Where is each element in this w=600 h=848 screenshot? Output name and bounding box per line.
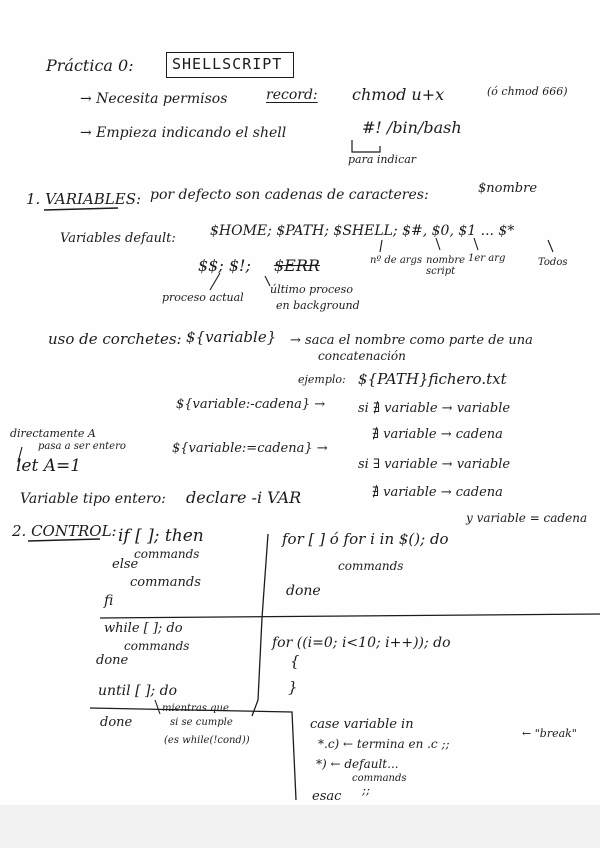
- case-line: case variable in: [310, 717, 414, 732]
- ejemplo-label: ejemplo:: [298, 373, 346, 386]
- ann-ultimo-proceso: último proceso: [270, 283, 353, 296]
- case-semicolons: ;;: [362, 783, 371, 797]
- integer-variable-label: Variable tipo entero:: [20, 491, 166, 507]
- ann-proceso-actual: proceso actual: [162, 291, 244, 304]
- ann-todos: Todos: [538, 257, 568, 268]
- else-line: else: [112, 557, 139, 572]
- esac-line: esac: [312, 789, 342, 804]
- section-control-heading: 2. CONTROL:: [12, 522, 117, 540]
- integer-variable-value: declare -i VAR: [186, 488, 302, 507]
- ann-primer-arg: 1er arg: [468, 253, 506, 264]
- default-expansion-2: ${variable:=cadena} →: [172, 441, 328, 456]
- c-for-line: for ((i=0; i<10; i++)); do: [272, 635, 451, 651]
- special-variables: $$; $!;: [198, 256, 251, 275]
- variables-example-name: $nombre: [478, 181, 538, 196]
- special-variable-struck: $ERR: [274, 256, 320, 275]
- intro-chmod-alt: (ó chmod 666): [487, 85, 568, 98]
- intro-permissions: → Necesita permisos: [80, 91, 228, 107]
- else-commands: commands: [130, 575, 201, 590]
- while-line: while [ ]; do: [104, 621, 183, 636]
- default-expansion-2-no: ∄ variable → cadena: [372, 485, 503, 500]
- for-line: for [ ] ó for i in $(); do: [282, 530, 449, 548]
- intro-record: record:: [266, 87, 318, 103]
- default-expansion-1-si: si ∄ variable → variable: [358, 401, 511, 416]
- for-commands: commands: [338, 559, 404, 573]
- default-expansion-1: ${variable:-cadena} →: [176, 397, 326, 412]
- case-c-branch: *.c) ← termina en .c ;;: [318, 737, 450, 751]
- until-line: until [ ]; do: [98, 683, 177, 699]
- if-commands: commands: [134, 547, 200, 561]
- braces-description-2: concatenación: [318, 349, 406, 363]
- default-expansion-2-and: y variable = cadena: [466, 511, 588, 525]
- let-example: let A=1: [16, 456, 82, 476]
- while-commands: commands: [124, 639, 190, 653]
- page-title: SHELLSCRIPT: [172, 55, 283, 73]
- if-line: if [ ]; then: [118, 526, 204, 546]
- intro-shebang: #! /bin/bash: [362, 118, 462, 137]
- until-done: done: [100, 715, 133, 730]
- page-title-prefix: Práctica 0:: [46, 56, 134, 75]
- section-variables-heading: 1. VARIABLES:: [26, 190, 142, 208]
- default-variables-label: Variables default:: [60, 231, 176, 246]
- intro-para-indicar: para indicar: [348, 153, 417, 166]
- c-for-open: {: [290, 652, 300, 670]
- until-note-2: si se cumple: [170, 717, 233, 728]
- default-expansion-1-no: ∄ variable → cadena: [372, 427, 503, 442]
- fi-line: fi: [104, 593, 114, 609]
- default-variables-list: $HOME; $PATH; $SHELL; $#, $0, $1 ... $*: [210, 223, 515, 239]
- let-note-1: directamente A: [10, 427, 96, 440]
- until-note-1: mientras que: [162, 703, 229, 714]
- braces-syntax: ${variable}: [186, 328, 277, 346]
- ann-nargs: nº de args: [370, 255, 423, 266]
- c-for-close: }: [288, 678, 298, 696]
- case-break-note: ← "break": [522, 727, 577, 740]
- until-note-3: (es while(!cond)): [164, 735, 250, 746]
- ejemplo-value: ${PATH}fichero.txt: [358, 370, 507, 388]
- ann-nombre-script: nombre script: [426, 255, 466, 277]
- case-default-branch: *) ← default...: [316, 757, 399, 771]
- case-commands: commands: [352, 773, 407, 784]
- while-done: done: [96, 653, 129, 668]
- braces-label: uso de corchetes:: [48, 330, 182, 348]
- intro-chmod: chmod u+x: [352, 85, 445, 104]
- default-expansion-2-si: si ∃ variable → variable: [358, 457, 511, 472]
- let-note-2: pasa a ser entero: [38, 441, 126, 452]
- braces-description: → saca el nombre como parte de una: [290, 333, 533, 348]
- ann-background: en background: [276, 299, 360, 312]
- for-done: done: [286, 583, 321, 599]
- intro-shebang-label: → Empieza indicando el shell: [80, 125, 287, 141]
- variables-description: por defecto son cadenas de caracteres:: [150, 187, 429, 203]
